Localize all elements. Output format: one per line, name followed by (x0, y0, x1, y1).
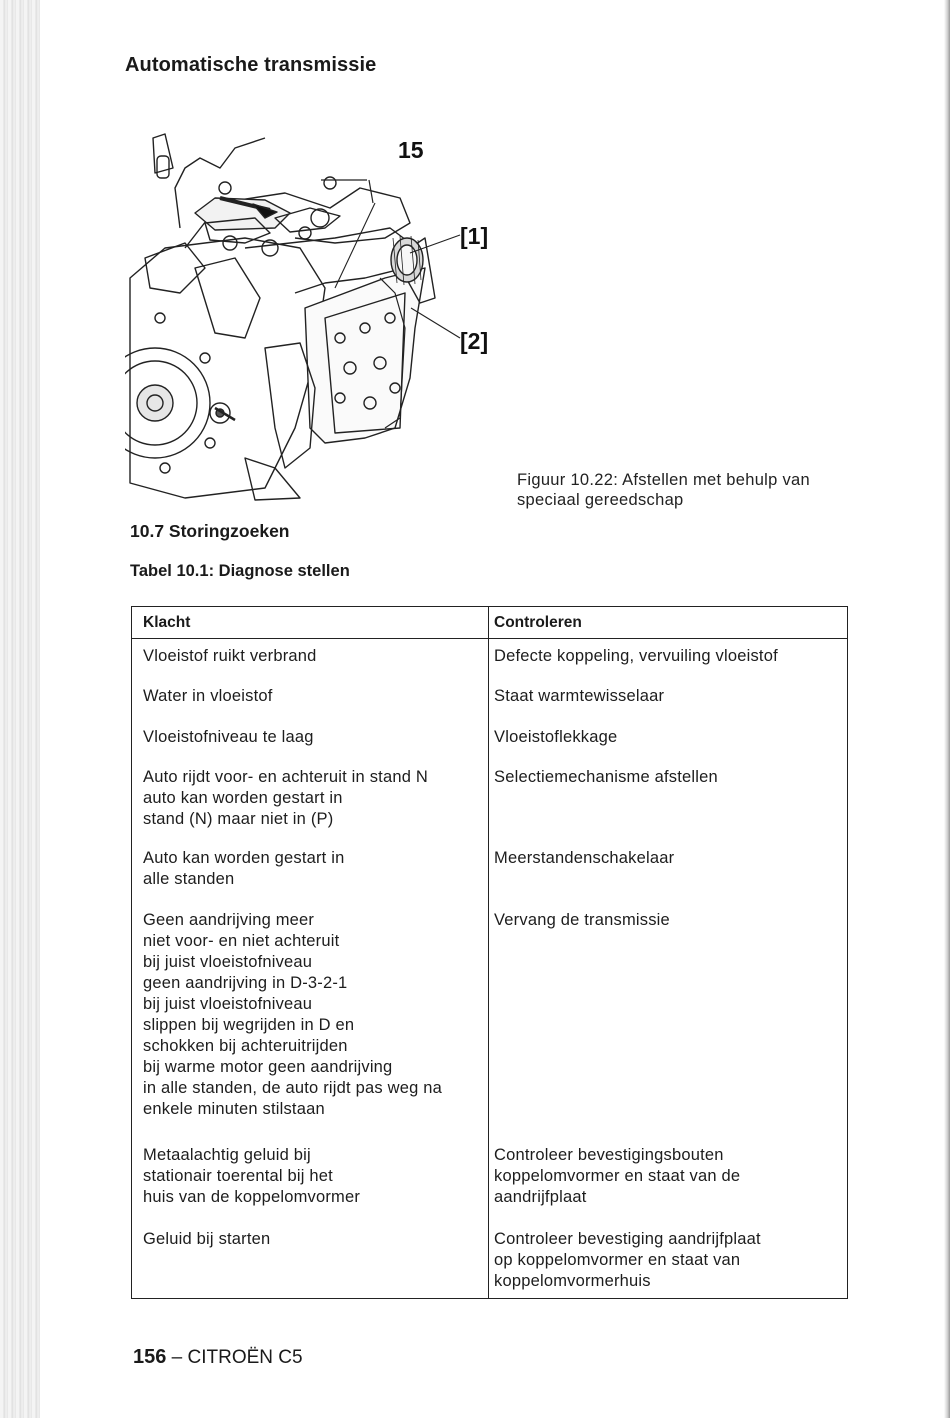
check-cell: Meerstandenschakelaar (494, 849, 675, 867)
running-header: Automatische transmissie (125, 54, 377, 76)
callout-part-number: 15 (398, 137, 424, 163)
transmission-illustration (125, 128, 505, 503)
table-caption: Tabel 10.1: Diagnose stellen (130, 562, 350, 580)
check-cell: Controleer bevestiging aandrijfplaat op koppelomvormer en staat van koppelomvormerhuis (494, 1230, 761, 1290)
column-divider (488, 607, 489, 1298)
page-edge-shadow (944, 0, 950, 1418)
transmission-line-drawing (125, 128, 505, 503)
header-complaint: Klacht (143, 614, 191, 631)
complaint-cell: Vloeistof ruikt verbrand (143, 647, 317, 665)
callout-ref-2: [2] (460, 328, 489, 354)
book-title: CITROËN C5 (187, 1347, 303, 1368)
check-cell: Staat warmtewisselaar (494, 687, 665, 705)
header-check: Controleren (494, 614, 582, 631)
complaint-cell: Geen aandrijving meer niet voor- en niet achteruit bij juist vloeistofniveau geen aandrijving in D-3-2-1 bij juist vloeistofniveau slippen bij wegrijden in D en schokken bij achteruitrijden bij warme motor geen aandrijving in alle standen, de auto rijdt pas weg na enkele minuten stilstaan (143, 911, 442, 1118)
complaint-cell: Auto kan worden gestart in alle standen (143, 849, 345, 888)
book-spine-shadow (0, 0, 40, 1418)
footer-separator: – (171, 1347, 183, 1368)
complaint-cell: Water in vloeistof (143, 687, 273, 705)
figure-caption: Figuur 10.22: Afstellen met behulp van speciaal gereedschap (517, 471, 810, 509)
complaint-cell: Metaalachtig geluid bij stationair toerental bij het huis van de koppelomvormer (143, 1146, 361, 1206)
complaint-cell: Vloeistofniveau te laag (143, 728, 314, 746)
diagnosis-table (131, 606, 848, 1299)
check-cell: Vloeistoflekkage (494, 728, 618, 746)
check-cell: Defecte koppeling, vervuiling vloeistof (494, 647, 778, 665)
page-footer (133, 1346, 303, 1369)
callout-ref-1: [1] (460, 223, 489, 249)
page-number: 156 (133, 1346, 167, 1368)
table-header-row (132, 607, 847, 639)
check-cell: Controleer bevestigingsbouten koppelomvormer en staat van de aandrijfplaat (494, 1146, 741, 1206)
section-heading: 10.7 Storingzoeken (130, 521, 290, 541)
complaint-cell: Geluid bij starten (143, 1230, 271, 1248)
check-cell: Selectiemechanisme afstellen (494, 768, 718, 786)
check-cell: Vervang de transmissie (494, 911, 670, 929)
complaint-cell: Auto rijdt voor- en achteruit in stand N auto kan worden gestart in stand (N) maar niet in (P) (143, 768, 428, 828)
